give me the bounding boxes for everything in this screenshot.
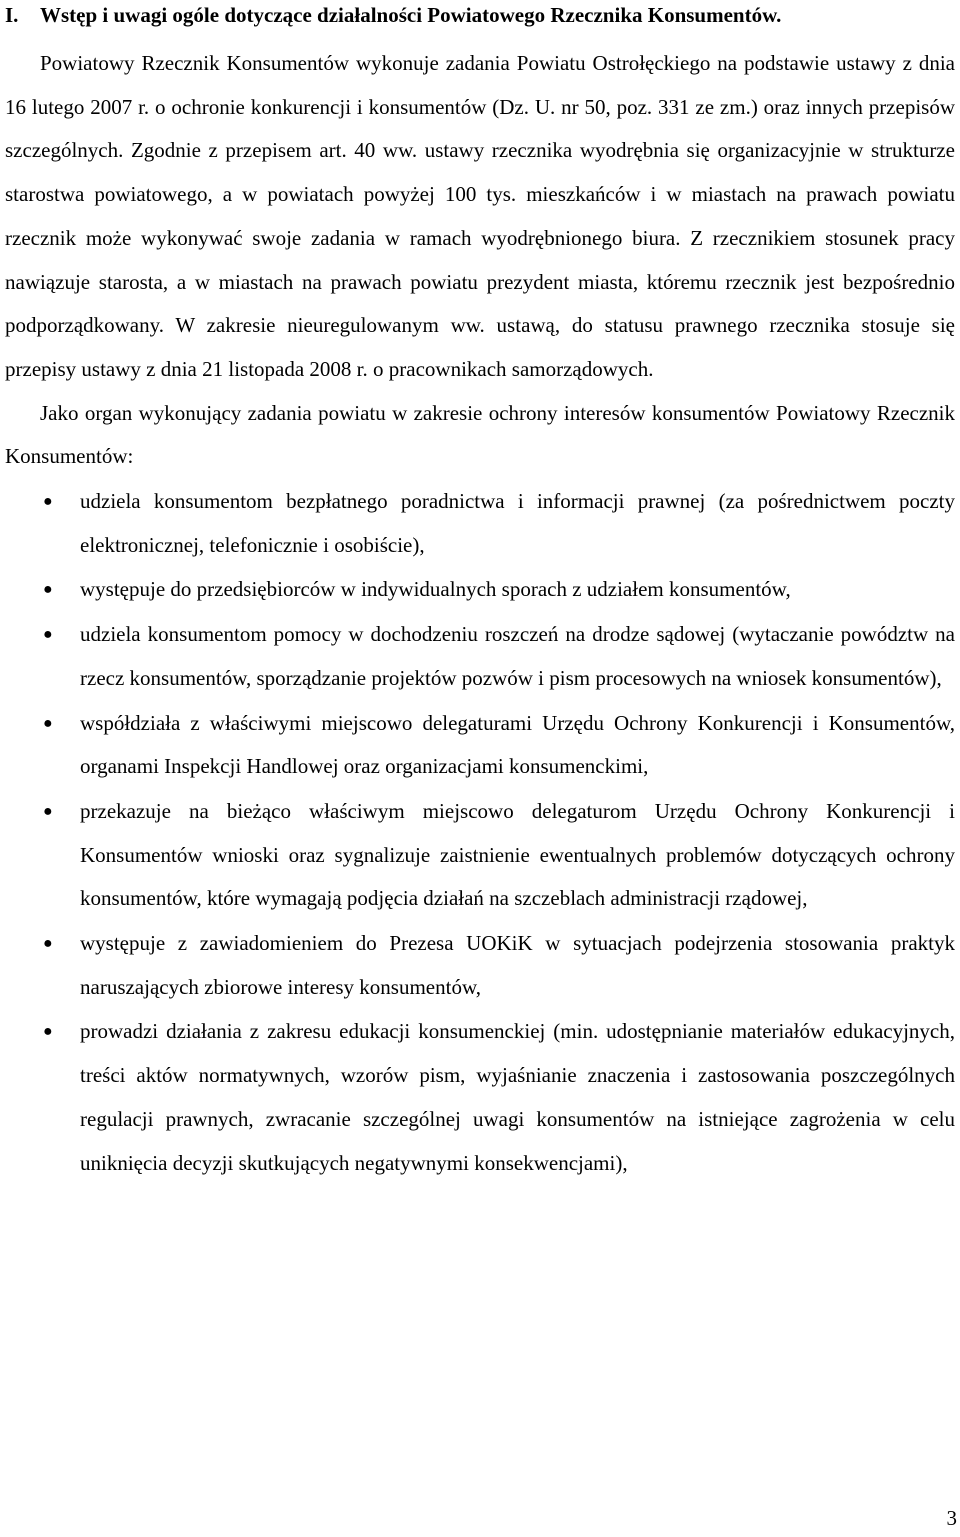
list-item [5,568,955,612]
list-item-text: występuje z zawiadomieniem do Prezesa UOKiK w sytuacjach podejrzenia stosowania praktyk naruszających zbiorowe interesy konsumentów, [80,931,955,999]
intro-paragraph: Powiatowy Rzecznik Konsumentów wykonuje zadania Powiatu Ostrołęckiego na podstawie ustawy z dnia 16 lutego 2007 r. o ochronie konkurencji i konsumentów (Dz. U. nr 50, poz. 331 ze zm.) oraz innych przepisów szczególnych. Zgodnie z przepisem art. 40 ww. ustawy rzecznika wyodrębnia się organizacyjnie w strukturze starostwa powiatowego, a w powiatach powyżej 100 tys. mieszkańców i w miastach na prawach powiatu rzecznik może wykonywać swoje zadania w ramach wyodrębnionego biura. Z rzecznikiem stosunek pracy nawiązuje starosta, a w miastach na prawach powiatu prezydent miasta, któremu rzecznik jest bezpośrednio podporządkowany. W zakresie nieuregulowanym ww. ustawą, do statusu prawnego rzecznika stosuje się przepisy ustawy z dnia 21 listopada 2008 r. o pracownikach samorządowych. [5,51,955,381]
bullet-icon: ● [43,626,53,644]
tasks-lead-paragraph: Jako organ wykonujący zadania powiatu w zakresie ochrony interesów konsumentów Powiatowy Rzecznik Konsumentów: [5,400,955,469]
section-number: I. [5,3,19,27]
list-item [5,922,955,1009]
list-item-text: przekazuje na bieżąco właściwym miejscowo delegaturom Urzędu Ochrony Konkurencji i Konsumentów wnioski oraz sygnalizuje zaistnienie ewentualnych problemów dotyczących ochrony konsumentów, które wymagają podjęcia działań na szczeblach administracji rządowej, [80,798,955,911]
page-number: 3 [946,1506,957,1530]
tasks-list [5,480,955,1185]
list-item-text: udziela konsumentom bezpłatnego poradnictwa i informacji prawnej (za pośrednictwem poczty elektronicznej, telefonicznie i osobiście), [80,489,955,557]
section-heading [5,0,955,30]
document-page [5,0,955,1185]
list-item-text: udziela konsumentom pomocy w dochodzeniu roszczeń na drodze sądowej (wytaczanie powództw na rzecz konsumentów, sporządzanie projektów pozwów i pism procesowych na wniosek konsumentów), [80,622,955,690]
bullet-icon: ● [43,935,53,953]
list-item [5,702,955,789]
bullet-icon: ● [43,714,53,732]
list-item [5,1010,955,1185]
list-item-text: występuje do przedsiębiorców w indywidualnych sporach z udziałem konsumentów, [80,577,791,602]
list-item [5,613,955,700]
section-title: Wstęp i uwagi ogóle dotyczące działalności Powiatowego Rzecznika Konsumentów. [40,3,782,27]
bullet-icon: ● [43,802,53,820]
bullet-icon: ● [43,581,53,599]
list-item [5,790,955,921]
list-item-text: prowadzi działania z zakresu edukacji konsumenckiej (min. udostępnianie materiałów edukacyjnych, treści aktów normatywnych, wzorów pism, wyjaśnianie znaczenia i zastosowania poszczególnych regulacji prawnych, zwracanie szczególnej uwagi konsumentów na istniejące zagrożenia w celu uniknięcia decyzji skutkujących negatywnymi konsekwencjami), [80,1019,955,1175]
bullet-icon: ● [43,493,53,511]
list-item [5,480,955,567]
bullet-icon: ● [43,1023,53,1041]
list-item-text: współdziała z właściwymi miejscowo delegaturami Urzędu Ochrony Konkurencji i Konsumentów, organami Inspekcji Handlowej oraz organizacjami konsumenckimi, [80,710,955,779]
